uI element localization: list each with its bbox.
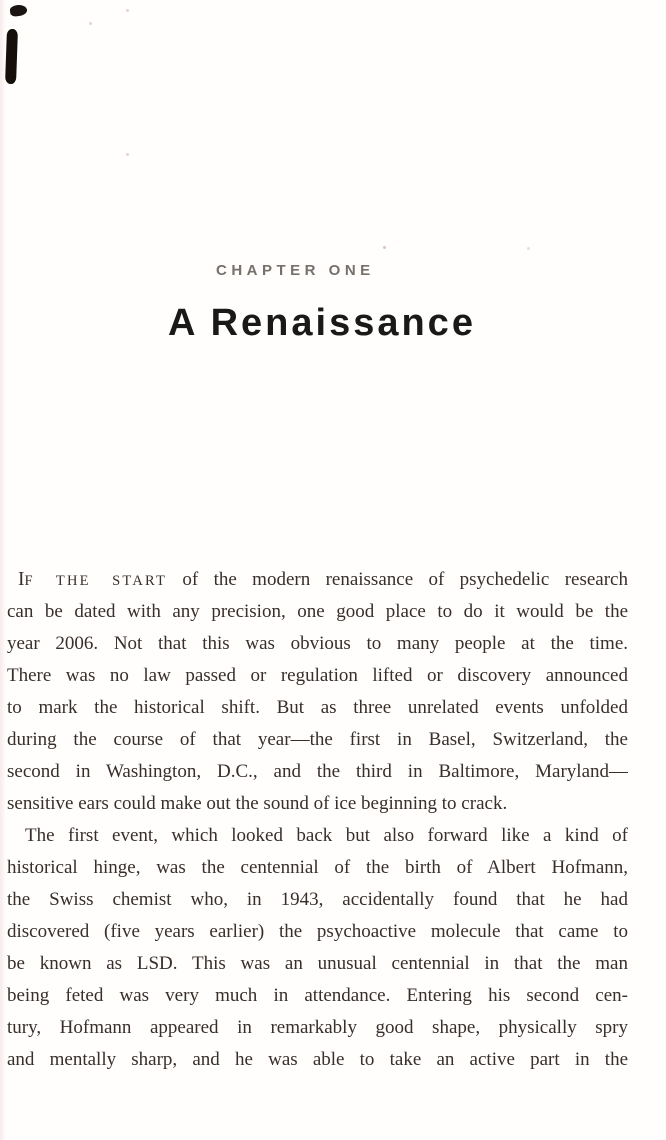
scan-speck [89, 22, 92, 25]
opener-initial-cap: I [18, 569, 25, 590]
opener-rest: of the modern renaissance of psychedelic research [167, 569, 628, 590]
scan-speck [527, 247, 530, 250]
scan-speck [126, 153, 129, 156]
ink-mark-bar [5, 29, 18, 84]
scan-edge-shading [0, 0, 6, 1140]
paragraph1-line: year 2006. Not that this was obvious to many people at the time. [7, 633, 628, 654]
paragraph1-last-line: sensitive ears could make out the sound of ice beginning to crack. [7, 793, 508, 814]
opener-small-caps: F THE START [24, 573, 168, 589]
scan-speck [383, 246, 386, 249]
chapter-title: A Renaissance [168, 302, 476, 344]
paragraph2-line: and mentally sharp, and he was able to take an active part in the [7, 1049, 628, 1070]
paragraph2-line: historical hinge, was the centennial of the birth of Albert Hofmann, [7, 857, 628, 878]
paragraph2-line: the Swiss chemist who, in 1943, accidentally found that he had [7, 889, 628, 910]
body-text [7, 564, 628, 1076]
paragraph2-line: be known as LSD. This was an unusual centennial in that the man [7, 953, 628, 974]
scan-speck [126, 9, 129, 12]
paragraph2-line-opener: The first event, which looked back but also forward like a kind of [25, 825, 628, 846]
paragraph2-line: discovered (five years earlier) the psychoactive molecule that came to [7, 921, 628, 942]
paragraph2-line: being feted was very much in attendance. Entering his second cen- [7, 985, 628, 1006]
paragraph1-line: can be dated with any precision, one good place to do it would be the [7, 601, 628, 622]
ink-mark-blob [9, 4, 27, 17]
paragraph1-line: to mark the historical shift. But as three unrelated events unfolded [7, 697, 628, 718]
paragraph1-line: second in Washington, D.C., and the third in Baltimore, Maryland— [7, 761, 628, 782]
paragraph2-line: tury, Hofmann appeared in remarkably good shape, physically spry [7, 1017, 628, 1038]
chapter-label: CHAPTER ONE [216, 262, 375, 279]
paragraph1-line: There was no law passed or regulation lifted or discovery announced [7, 665, 628, 686]
paragraph1-line-opener [7, 564, 628, 596]
paragraph1-line: during the course of that year—the first in Basel, Switzerland, the [7, 729, 628, 750]
